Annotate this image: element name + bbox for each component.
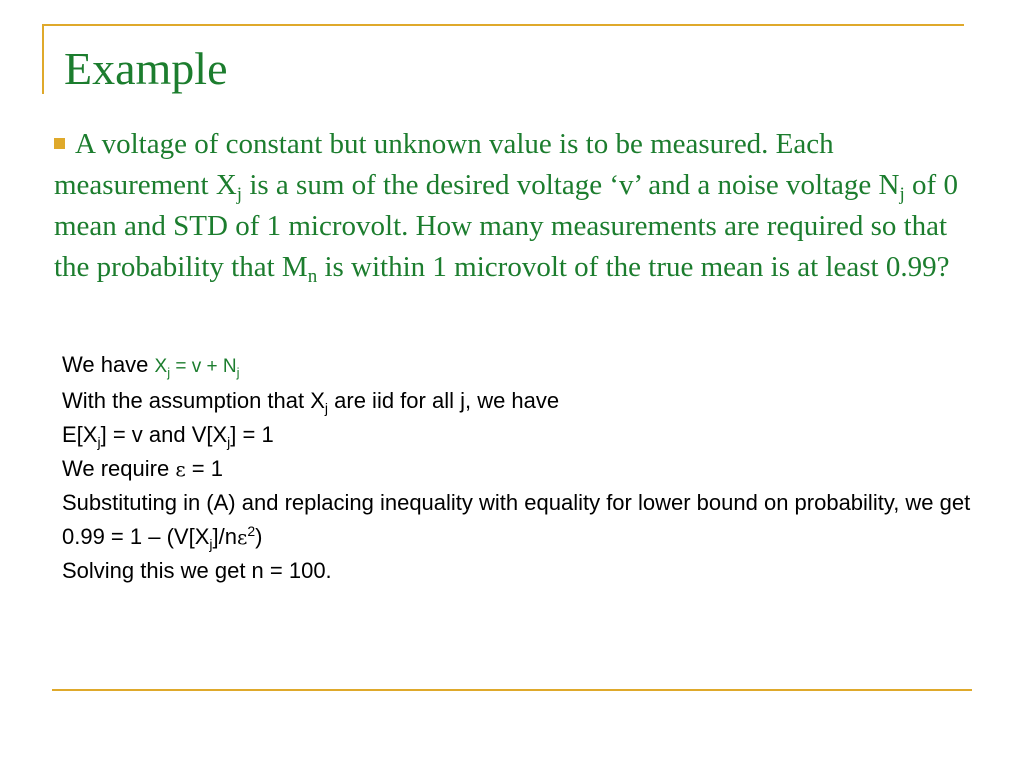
- bottom-rule: [52, 689, 972, 691]
- left-rule: [42, 24, 44, 94]
- solution-line-1: We have $X_j = v + N_j$: [62, 352, 240, 380]
- bullet-paragraph: A voltage of constant but unknown value is to be measured. Each measurement $X_j$ is a sum of the desired voltage ‘v’ and a noise voltage $N_j$ of 0 mean and STD of 1 microvolt. How many measurements are required so that the probability that $M_n$ is within 1 microvolt of the true mean is at least 0.99?: [54, 128, 958, 287]
- solution-line-6: $0.99 = 1 - (V[X_j]/n\varepsilon^2)$: [62, 523, 263, 552]
- square-bullet-icon: [54, 138, 65, 149]
- equation-inline: $X_j = v + N_j$: [154, 356, 240, 380]
- slide-title: Example: [64, 43, 228, 94]
- solution-text: [62, 348, 972, 588]
- solution-line-7: Solving this we get n = 100.: [62, 558, 332, 583]
- solution-line-2: With the assumption that $X_j$ are iid for all j, we have: [62, 388, 560, 416]
- solution-line-5: Substituting in (A) and replacing inequality with equality for lower bound on probability, we get: [62, 490, 971, 515]
- top-rule: [42, 24, 964, 26]
- solution-line-3: $E[X_j] = v$ and $V[X_j] = 1$: [62, 422, 274, 450]
- solution-line-4: We require ε = 1: [62, 456, 223, 481]
